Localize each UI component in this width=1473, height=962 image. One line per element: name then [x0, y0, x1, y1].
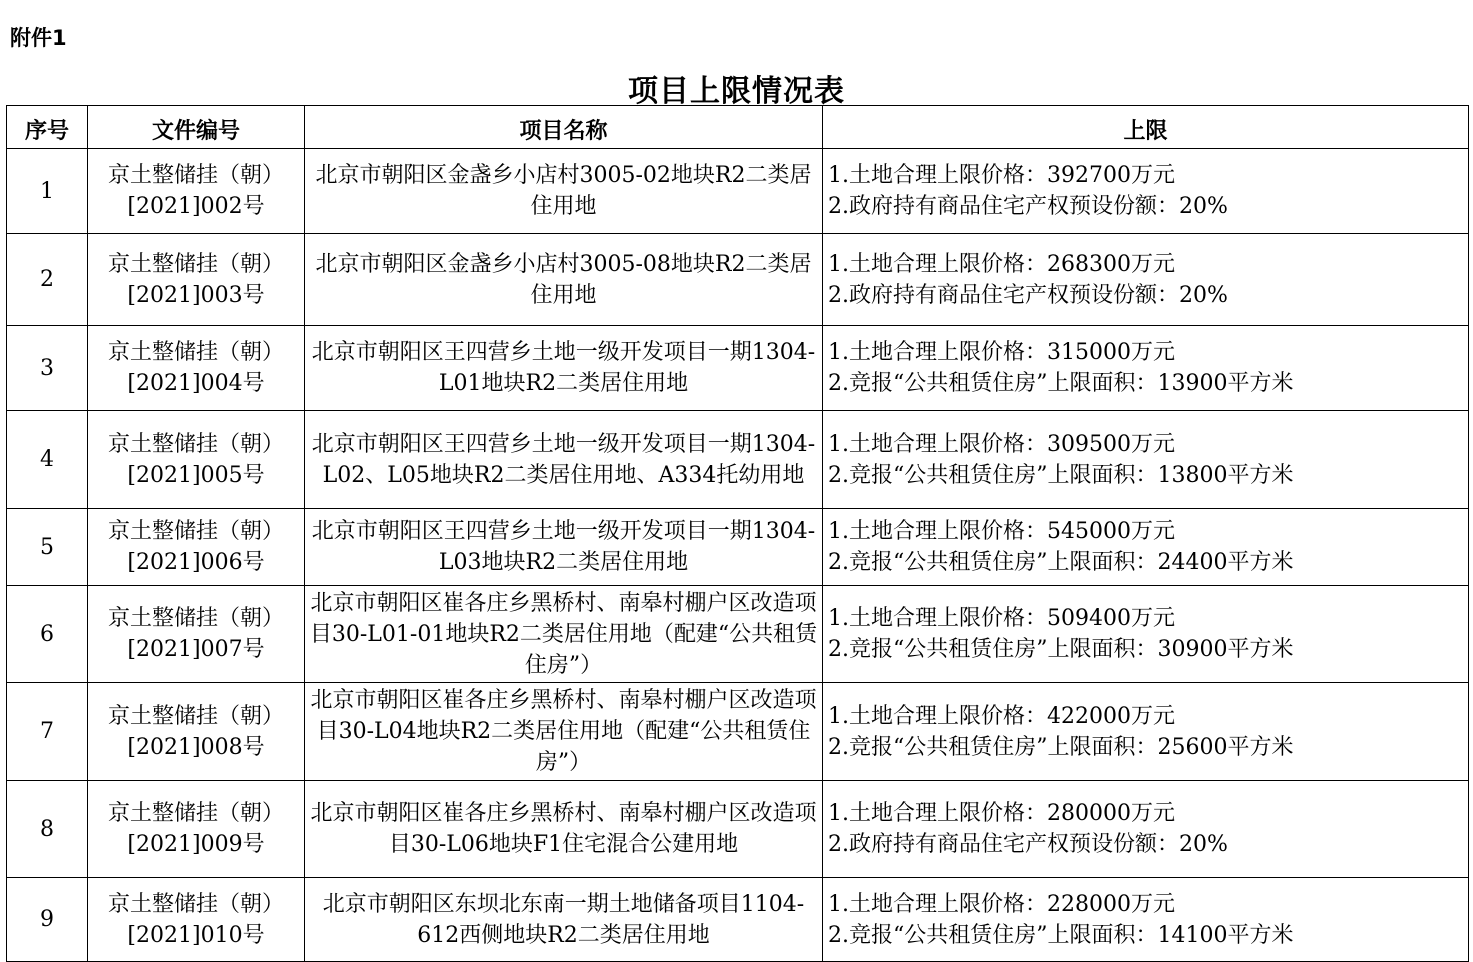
header-index: 序号 — [7, 106, 88, 149]
header-doc-number: 文件编号 — [88, 106, 305, 149]
row-doc-number: 京土整储挂（朝） [2021]004号 — [88, 326, 305, 411]
table-row — [7, 149, 1469, 234]
header-limit: 上限 — [823, 106, 1469, 149]
row-limit: 1.土地合理上限价格：392700万元 2.政府持有商品住宅产权预设份额：20% — [823, 149, 1469, 234]
row-limit: 1.土地合理上限价格：280000万元 2.政府持有商品住宅产权预设份额：20% — [823, 781, 1469, 878]
row-project-name: 北京市朝阳区崔各庄乡黑桥村、南皋村棚户区改造项目30-L06地块F1住宅混合公建用地 — [305, 781, 823, 878]
table-row — [7, 586, 1469, 683]
row-doc-number: 京土整储挂（朝） [2021]010号 — [88, 878, 305, 962]
row-project-name: 北京市朝阳区金盏乡小店村3005-08地块R2二类居住用地 — [305, 234, 823, 326]
row-index: 8 — [7, 781, 88, 878]
row-limit: 1.土地合理上限价格：545000万元 2.竞报“公共租赁住房”上限面积：24400平方米 — [823, 509, 1469, 586]
header-project-name: 项目名称 — [305, 106, 823, 149]
row-limit: 1.土地合理上限价格：268300万元 2.政府持有商品住宅产权预设份额：20% — [823, 234, 1469, 326]
row-index: 9 — [7, 878, 88, 962]
row-limit: 1.土地合理上限价格：509400万元 2.竞报“公共租赁住房”上限面积：30900平方米 — [823, 586, 1469, 683]
table-row — [7, 683, 1469, 781]
row-index: 6 — [7, 586, 88, 683]
row-index: 7 — [7, 683, 88, 781]
row-index: 1 — [7, 149, 88, 234]
table-header-row — [7, 106, 1469, 149]
row-doc-number: 京土整储挂（朝） [2021]008号 — [88, 683, 305, 781]
row-doc-number: 京土整储挂（朝） [2021]007号 — [88, 586, 305, 683]
row-project-name: 北京市朝阳区王四营乡土地一级开发项目一期1304-L02、L05地块R2二类居住用地、A334托幼用地 — [305, 411, 823, 509]
table-row — [7, 411, 1469, 509]
row-index: 4 — [7, 411, 88, 509]
row-project-name: 北京市朝阳区王四营乡土地一级开发项目一期1304-L03地块R2二类居住用地 — [305, 509, 823, 586]
table-row — [7, 878, 1469, 962]
page-title: 项目上限情况表 — [628, 74, 845, 109]
row-doc-number: 京土整储挂（朝） [2021]006号 — [88, 509, 305, 586]
row-index: 2 — [7, 234, 88, 326]
row-limit: 1.土地合理上限价格：309500万元 2.竞报“公共租赁住房”上限面积：13800平方米 — [823, 411, 1469, 509]
row-index: 5 — [7, 509, 88, 586]
table-row — [7, 781, 1469, 878]
table-row — [7, 326, 1469, 411]
attachment-label: 附件1 — [10, 26, 67, 50]
table-row — [7, 234, 1469, 326]
row-doc-number: 京土整储挂（朝） [2021]003号 — [88, 234, 305, 326]
row-limit: 1.土地合理上限价格：422000万元 2.竞报“公共租赁住房”上限面积：25600平方米 — [823, 683, 1469, 781]
row-doc-number: 京土整储挂（朝） [2021]005号 — [88, 411, 305, 509]
row-project-name: 北京市朝阳区王四营乡土地一级开发项目一期1304-L01地块R2二类居住用地 — [305, 326, 823, 411]
row-limit: 1.土地合理上限价格：315000万元 2.竞报“公共租赁住房”上限面积：13900平方米 — [823, 326, 1469, 411]
row-index: 3 — [7, 326, 88, 411]
row-doc-number: 京土整储挂（朝） [2021]009号 — [88, 781, 305, 878]
row-limit: 1.土地合理上限价格：228000万元 2.竞报“公共租赁住房”上限面积：14100平方米 — [823, 878, 1469, 962]
row-project-name: 北京市朝阳区崔各庄乡黑桥村、南皋村棚户区改造项目30-L01-01地块R2二类居住用地（配建“公共租赁住房”） — [305, 586, 823, 683]
table-row — [7, 509, 1469, 586]
row-doc-number: 京土整储挂（朝） [2021]002号 — [88, 149, 305, 234]
row-project-name: 北京市朝阳区崔各庄乡黑桥村、南皋村棚户区改造项目30-L04地块R2二类居住用地（配建“公共租赁住房”） — [305, 683, 823, 781]
limits-table — [6, 105, 1469, 962]
row-project-name: 北京市朝阳区金盏乡小店村3005-02地块R2二类居住用地 — [305, 149, 823, 234]
row-project-name: 北京市朝阳区东坝北东南一期土地储备项目1104-612西侧地块R2二类居住用地 — [305, 878, 823, 962]
